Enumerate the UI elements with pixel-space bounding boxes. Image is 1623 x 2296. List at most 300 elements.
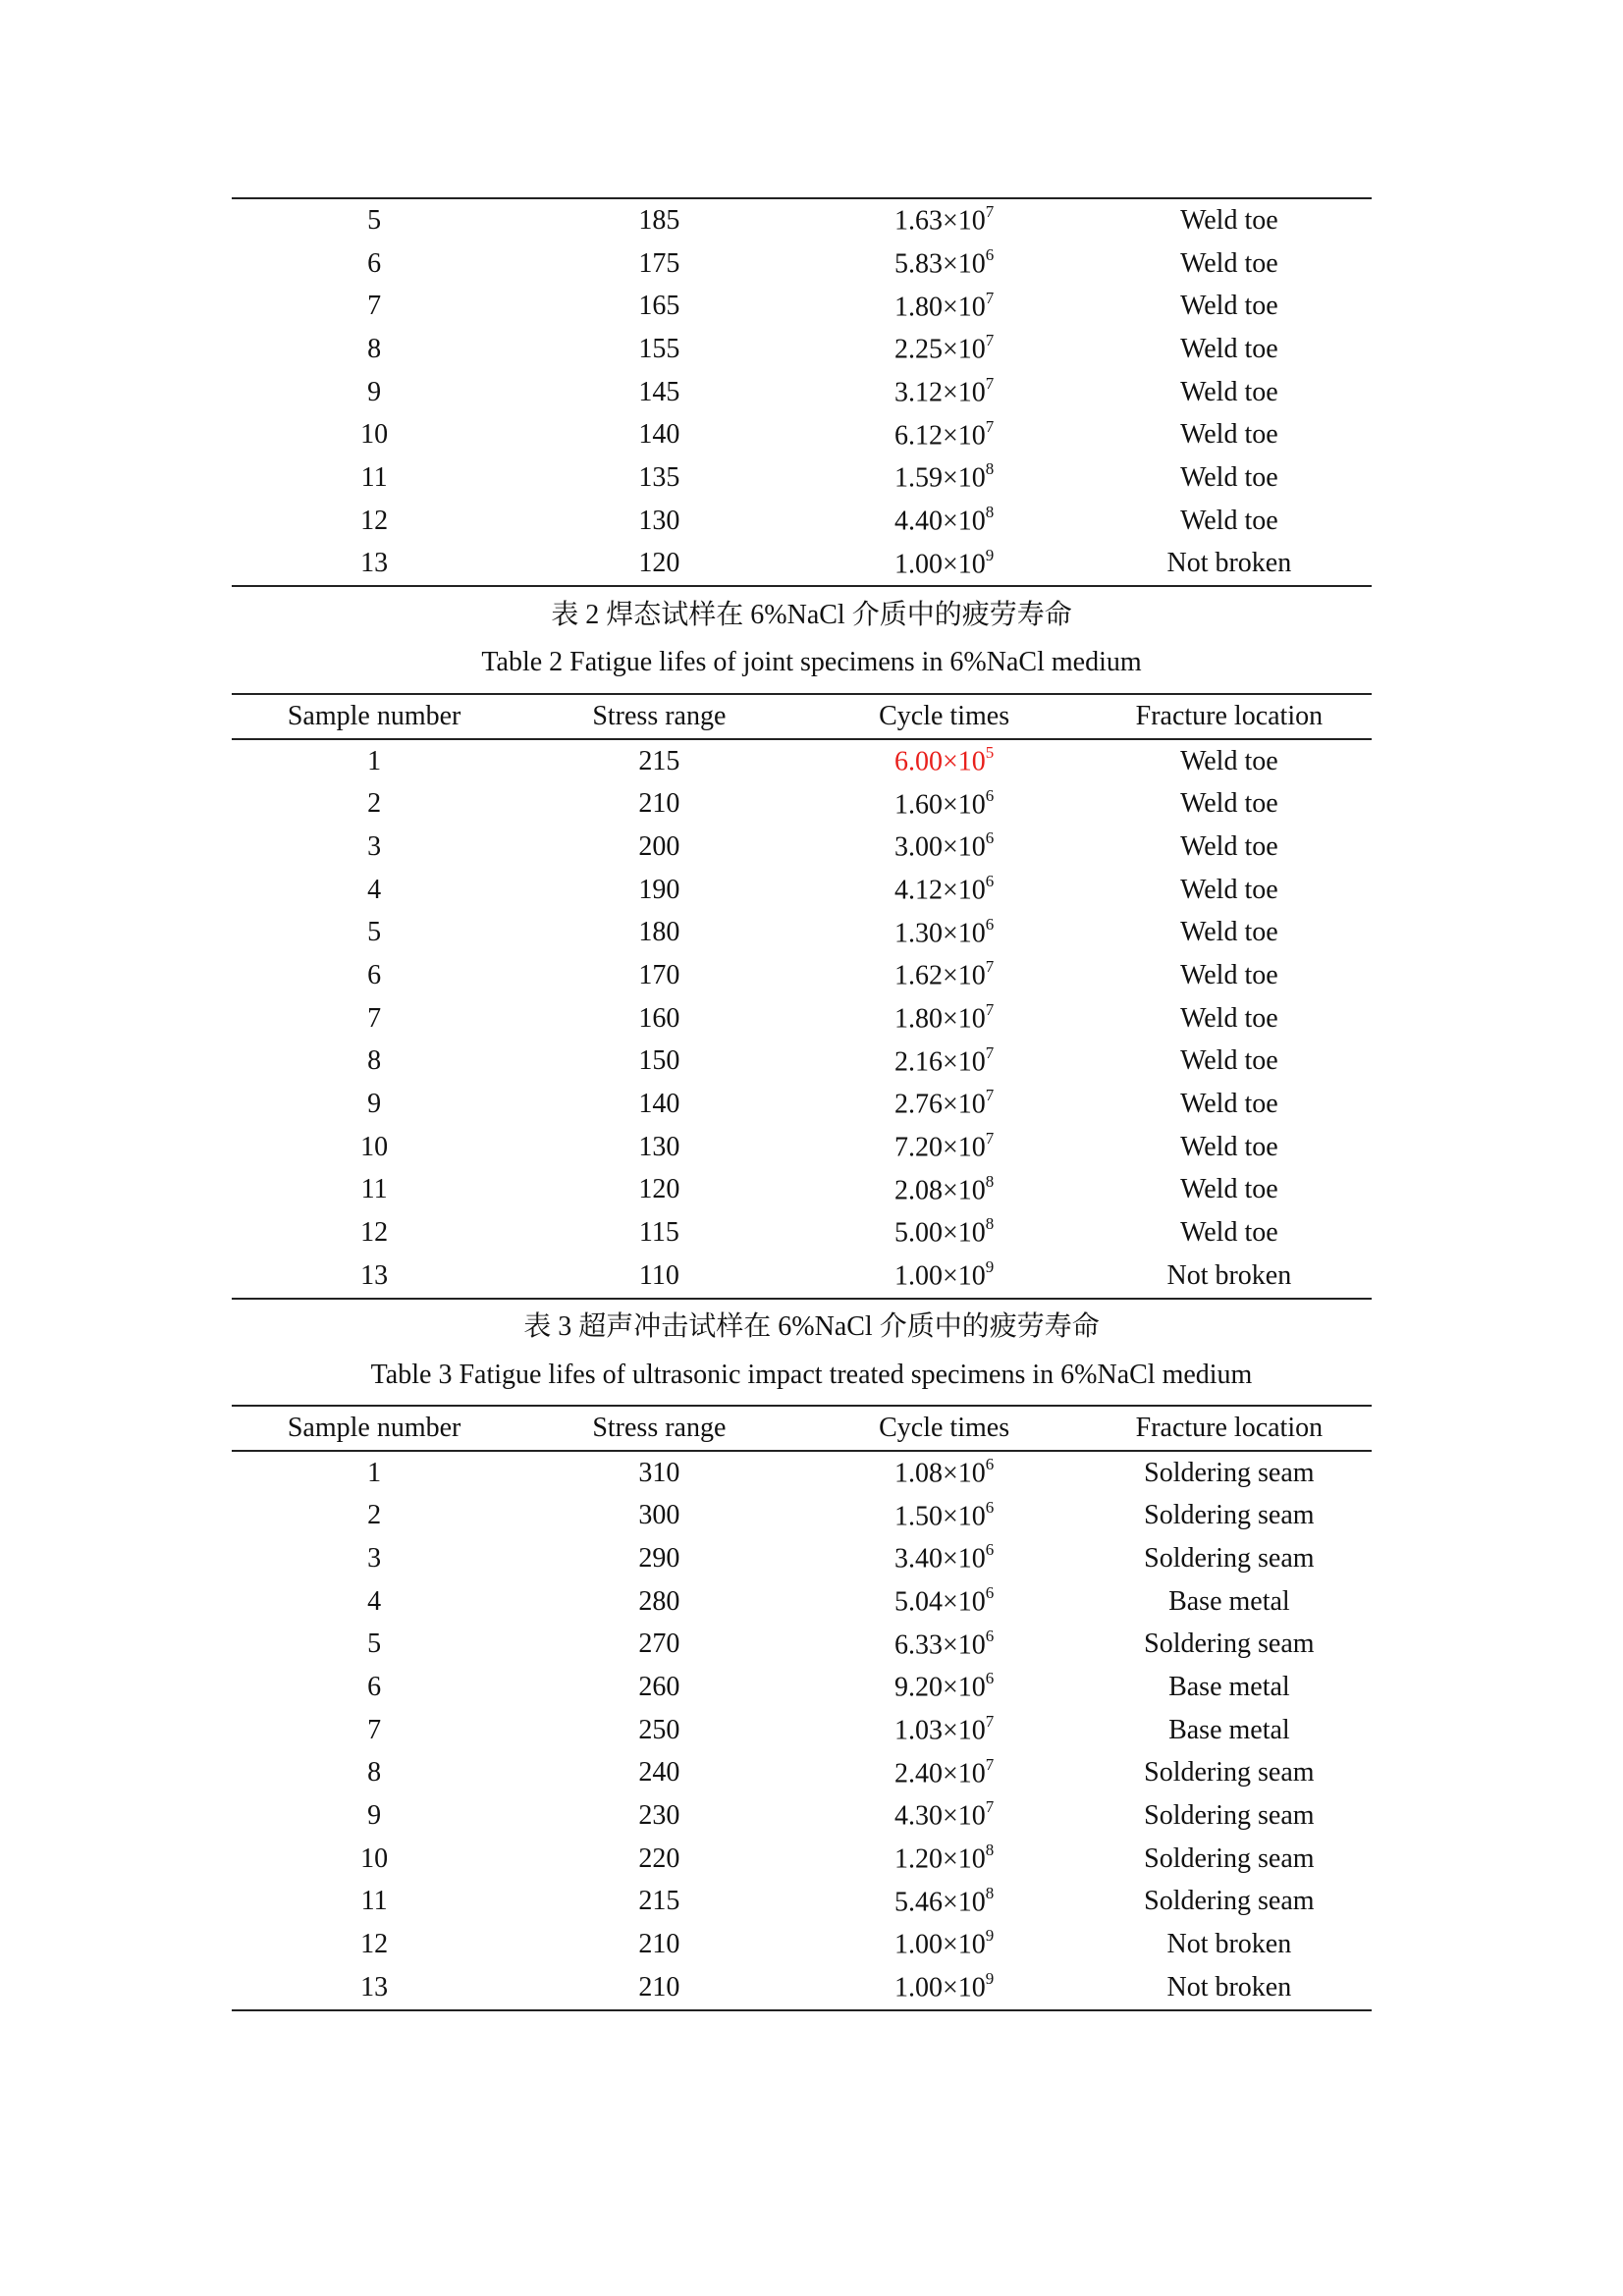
fracture-location-cell: Weld toe xyxy=(1180,247,1278,279)
stress-range-cell: 150 xyxy=(638,1045,680,1077)
cycle-times-cell xyxy=(802,1582,1087,1618)
fracture-location-cell: Soldering seam xyxy=(1144,1457,1315,1488)
times-ten-symbol: ×10 xyxy=(942,1800,986,1832)
stress-range-cell: 140 xyxy=(638,1089,680,1120)
stress-range-cell: 130 xyxy=(638,1131,680,1162)
times-ten-symbol: ×10 xyxy=(942,1586,986,1618)
header-sample-number: Sample number xyxy=(287,1412,461,1443)
sample-number-cell: 7 xyxy=(367,1714,382,1745)
fracture-location-cell: Weld toe xyxy=(1180,788,1278,820)
cycle-mantissa: 6.12 xyxy=(893,419,943,451)
cycle-exponent: 9 xyxy=(985,1969,995,1989)
fracture-location-cell: Not broken xyxy=(1166,548,1292,579)
cycle-mantissa: 1.50 xyxy=(893,1500,943,1531)
cycle-exponent: 6 xyxy=(985,1540,995,1560)
table-row xyxy=(232,911,1372,954)
times-ten-symbol: ×10 xyxy=(942,1175,986,1206)
cycle-exponent: 6 xyxy=(985,871,995,890)
times-ten-symbol: ×10 xyxy=(942,205,986,237)
times-ten-symbol: ×10 xyxy=(942,334,986,365)
cycle-mantissa: 1.63 xyxy=(893,205,943,237)
times-ten-symbol: ×10 xyxy=(942,377,986,408)
fracture-location-cell: Weld toe xyxy=(1180,419,1278,451)
times-ten-symbol: ×10 xyxy=(942,506,986,537)
table-row xyxy=(232,1923,1372,1966)
cycle-mantissa: 1.00 xyxy=(893,549,943,579)
sample-number-cell: 13 xyxy=(360,548,389,579)
times-ten-symbol: ×10 xyxy=(942,1715,986,1746)
cycle-times-cell xyxy=(802,1883,1087,1918)
cycle-times-cell xyxy=(802,914,1087,949)
stress-range-cell: 190 xyxy=(638,874,680,905)
sample-number-cell: 11 xyxy=(360,461,388,493)
cycle-times-cell xyxy=(802,1799,1087,1832)
fracture-location-cell: Weld toe xyxy=(1180,1045,1278,1077)
table-row xyxy=(232,1752,1372,1795)
table-bottom-rule xyxy=(232,585,1372,587)
sample-number-cell: 8 xyxy=(367,1045,382,1077)
times-ten-symbol: ×10 xyxy=(942,960,986,991)
stress-range-cell: 180 xyxy=(638,917,680,948)
cycle-times-cell xyxy=(802,1928,1087,1960)
sample-number-cell: 6 xyxy=(367,959,382,990)
cycle-exponent: 8 xyxy=(985,1171,995,1191)
times-ten-symbol: ×10 xyxy=(942,1672,986,1703)
header-cycle-times: Cycle times xyxy=(879,700,1010,731)
cycle-exponent: 7 xyxy=(985,373,995,393)
cycle-times-cell xyxy=(802,502,1087,537)
cycle-mantissa: 4.30 xyxy=(893,1800,943,1832)
times-ten-symbol: ×10 xyxy=(942,1500,986,1531)
cycle-mantissa: 5.04 xyxy=(893,1586,943,1618)
cycle-exponent: 9 xyxy=(985,1257,995,1277)
sample-number-cell: 5 xyxy=(367,917,382,948)
cycle-exponent: 7 xyxy=(985,288,995,307)
stress-range-cell: 310 xyxy=(638,1457,680,1488)
times-ten-symbol: ×10 xyxy=(942,788,986,820)
cycle-exponent: 6 xyxy=(985,244,995,264)
cycle-times-cell xyxy=(802,959,1087,991)
cycle-mantissa: 7.20 xyxy=(893,1132,943,1163)
fracture-location-cell: Weld toe xyxy=(1180,959,1278,990)
table-row xyxy=(232,1537,1372,1580)
stress-range-cell: 280 xyxy=(638,1585,680,1617)
cycle-times-cell xyxy=(802,1259,1087,1292)
cycle-times-cell xyxy=(802,742,1087,777)
fracture-location-cell: Base metal xyxy=(1168,1714,1290,1745)
cycle-times-cell xyxy=(802,871,1087,906)
cycle-exponent: 7 xyxy=(985,202,995,222)
sample-number-cell: 10 xyxy=(360,1131,389,1162)
table-row xyxy=(232,826,1372,869)
header-fracture-location: Fracture location xyxy=(1135,1412,1324,1443)
cycle-times-cell xyxy=(802,999,1087,1035)
times-ten-symbol: ×10 xyxy=(942,462,986,494)
sample-number-cell: 12 xyxy=(360,1929,389,1960)
cycle-mantissa: 1.00 xyxy=(893,1260,943,1292)
fracture-location-cell: Not broken xyxy=(1166,1259,1292,1291)
cycle-times-cell xyxy=(802,288,1087,323)
fracture-location-cell: Weld toe xyxy=(1180,1002,1278,1034)
cycle-mantissa: 1.59 xyxy=(893,462,943,494)
cycle-times-cell xyxy=(802,830,1087,863)
cycle-exponent: 8 xyxy=(985,1883,995,1902)
sample-number-cell: 3 xyxy=(367,830,382,862)
sample-number-cell: 11 xyxy=(360,1886,388,1917)
stress-range-cell: 230 xyxy=(638,1800,680,1832)
cycle-exponent: 7 xyxy=(985,416,995,436)
cycle-times-cell xyxy=(802,1088,1087,1120)
table-2 xyxy=(232,693,1372,1300)
sample-number-cell: 6 xyxy=(367,247,382,279)
table-bottom-rule xyxy=(232,1298,1372,1300)
cycle-exponent: 9 xyxy=(985,1926,995,1946)
stress-range-cell: 240 xyxy=(638,1757,680,1789)
table-2-caption-en: Table 2 Fatigue lifes of joint specimens in 6%NaCl medium xyxy=(481,647,1142,677)
table-row xyxy=(232,1083,1372,1126)
stress-range-cell: 120 xyxy=(638,1174,680,1205)
table-row xyxy=(232,1966,1372,2009)
table-3 xyxy=(232,1405,1372,2011)
sample-number-cell: 11 xyxy=(360,1174,388,1205)
stress-range-cell: 160 xyxy=(638,1002,680,1034)
cycle-mantissa: 1.30 xyxy=(893,917,943,948)
table-row xyxy=(232,199,1372,242)
fracture-location-cell: Weld toe xyxy=(1180,874,1278,905)
cycle-mantissa: 1.03 xyxy=(893,1715,943,1746)
times-ten-symbol: ×10 xyxy=(942,746,986,777)
cycle-exponent: 8 xyxy=(985,459,995,479)
header-fracture-location: Fracture location xyxy=(1135,700,1324,731)
fracture-location-cell: Weld toe xyxy=(1180,291,1278,322)
cycle-times-cell xyxy=(802,1454,1087,1489)
stress-range-cell: 110 xyxy=(638,1259,679,1291)
stress-range-cell: 290 xyxy=(638,1542,680,1574)
cycle-mantissa: 5.46 xyxy=(893,1887,943,1918)
cycle-exponent: 7 xyxy=(985,957,995,977)
times-ten-symbol: ×10 xyxy=(942,1260,986,1292)
table-row xyxy=(232,782,1372,826)
fracture-location-cell: Weld toe xyxy=(1180,204,1278,236)
table-row xyxy=(232,543,1372,586)
cycle-times-cell xyxy=(802,461,1087,494)
table-row xyxy=(232,869,1372,912)
times-ten-symbol: ×10 xyxy=(942,1003,986,1035)
cycle-mantissa: 3.40 xyxy=(893,1543,943,1575)
table-row xyxy=(232,1794,1372,1838)
table-3-caption-cn: 表 3 超声冲击试样在 6%NaCl 介质中的疲劳寿命 xyxy=(523,1311,1100,1342)
fracture-location-cell: Weld toe xyxy=(1180,1217,1278,1249)
table-row xyxy=(232,413,1372,456)
cycle-times-cell xyxy=(802,1754,1087,1789)
sample-number-cell: 5 xyxy=(367,1629,382,1660)
cycle-exponent: 6 xyxy=(985,1582,995,1602)
sample-number-cell: 4 xyxy=(367,1585,382,1617)
stress-range-cell: 130 xyxy=(638,505,680,536)
header-sample-number: Sample number xyxy=(287,700,461,731)
cycle-mantissa: 3.12 xyxy=(893,377,943,408)
fracture-location-cell: Weld toe xyxy=(1180,461,1278,493)
cycle-times-cell xyxy=(802,1171,1087,1206)
cycle-exponent: 7 xyxy=(985,1797,995,1817)
cycle-times-cell xyxy=(802,785,1087,821)
cycle-mantissa: 2.25 xyxy=(893,334,943,365)
table-bottom-rule xyxy=(232,2009,1372,2011)
fracture-location-cell: Weld toe xyxy=(1180,917,1278,948)
cycle-exponent: 8 xyxy=(985,1841,995,1860)
times-ten-symbol: ×10 xyxy=(942,248,986,280)
times-ten-symbol: ×10 xyxy=(942,1046,986,1077)
cycle-mantissa: 1.00 xyxy=(893,1929,943,1960)
cycle-times-cell xyxy=(802,333,1087,365)
stress-range-cell: 215 xyxy=(638,745,680,776)
cycle-mantissa: 1.08 xyxy=(893,1458,943,1489)
cycle-exponent: 7 xyxy=(985,1754,995,1774)
stress-range-cell: 145 xyxy=(638,376,680,407)
fracture-location-cell: Weld toe xyxy=(1180,830,1278,862)
fracture-location-cell: Weld toe xyxy=(1180,376,1278,407)
table-row xyxy=(232,285,1372,328)
fracture-location-cell: Soldering seam xyxy=(1144,1800,1315,1832)
stress-range-cell: 185 xyxy=(638,204,680,236)
sample-number-cell: 13 xyxy=(360,1259,389,1291)
table-row xyxy=(232,1623,1372,1666)
times-ten-symbol: ×10 xyxy=(942,917,986,948)
sample-number-cell: 7 xyxy=(367,291,382,322)
cycle-exponent: 7 xyxy=(985,1711,995,1731)
fracture-location-cell: Soldering seam xyxy=(1144,1500,1315,1531)
table-row xyxy=(232,1838,1372,1881)
cycle-times-cell xyxy=(802,545,1087,580)
sample-number-cell: 7 xyxy=(367,1002,382,1034)
cycle-mantissa: 2.40 xyxy=(893,1758,943,1789)
cycle-exponent: 6 xyxy=(985,1626,995,1645)
cycle-times-cell xyxy=(802,1711,1087,1746)
times-ten-symbol: ×10 xyxy=(942,875,986,906)
sample-number-cell: 8 xyxy=(367,1757,382,1789)
times-ten-symbol: ×10 xyxy=(942,1887,986,1918)
table-row xyxy=(232,1881,1372,1924)
table-row xyxy=(232,1169,1372,1212)
fracture-location-cell: Not broken xyxy=(1166,1971,1292,2002)
cycle-times-cell xyxy=(802,1671,1087,1703)
stress-range-cell: 120 xyxy=(638,548,680,579)
sample-number-cell: 1 xyxy=(367,745,382,776)
fracture-location-cell: Soldering seam xyxy=(1144,1886,1315,1917)
table-body xyxy=(232,740,1372,1298)
sample-number-cell: 10 xyxy=(360,419,389,451)
cycle-exponent: 6 xyxy=(985,914,995,934)
sample-number-cell: 10 xyxy=(360,1842,389,1874)
sample-number-cell: 4 xyxy=(367,874,382,905)
stress-range-cell: 170 xyxy=(638,959,680,990)
times-ten-symbol: ×10 xyxy=(942,1132,986,1163)
cycle-mantissa: 1.80 xyxy=(893,1003,943,1035)
fracture-location-cell: Weld toe xyxy=(1180,745,1278,776)
cycle-times-cell xyxy=(802,1131,1087,1163)
table-row xyxy=(232,456,1372,500)
sample-number-cell: 13 xyxy=(360,1971,389,2002)
stress-range-cell: 300 xyxy=(638,1500,680,1531)
fracture-location-cell: Weld toe xyxy=(1180,333,1278,364)
cycle-mantissa: 5.00 xyxy=(893,1217,943,1249)
cycle-mantissa: 2.76 xyxy=(893,1089,943,1120)
times-ten-symbol: ×10 xyxy=(942,831,986,863)
sample-number-cell: 1 xyxy=(367,1457,382,1488)
sample-number-cell: 8 xyxy=(367,333,382,364)
fracture-location-cell: Soldering seam xyxy=(1144,1757,1315,1789)
cycle-mantissa: 4.40 xyxy=(893,506,943,537)
sample-number-cell: 3 xyxy=(367,1542,382,1574)
times-ten-symbol: ×10 xyxy=(942,1217,986,1249)
header-stress-range: Stress range xyxy=(592,1412,727,1443)
cycle-exponent: 6 xyxy=(985,785,995,805)
cycle-mantissa: 1.20 xyxy=(893,1843,943,1875)
cycle-times-cell xyxy=(802,1497,1087,1532)
cycle-exponent: 7 xyxy=(985,1086,995,1105)
cycle-times-cell xyxy=(802,1626,1087,1661)
times-ten-symbol: ×10 xyxy=(942,1089,986,1120)
cycle-mantissa: 4.12 xyxy=(893,875,943,906)
cycle-exponent: 6 xyxy=(985,1669,995,1688)
table-row xyxy=(232,1494,1372,1537)
stress-range-cell: 260 xyxy=(638,1671,680,1702)
cycle-times-cell xyxy=(802,1842,1087,1875)
sample-number-cell: 9 xyxy=(367,376,382,407)
stress-range-cell: 250 xyxy=(638,1714,680,1745)
cycle-exponent: 6 xyxy=(985,1454,995,1473)
fracture-location-cell: Base metal xyxy=(1168,1671,1290,1702)
cycle-mantissa: 1.00 xyxy=(893,1972,943,2003)
table-row xyxy=(232,371,1372,414)
sample-number-cell: 9 xyxy=(367,1800,382,1832)
stress-range-cell: 270 xyxy=(638,1629,680,1660)
cycle-times-cell xyxy=(802,373,1087,408)
table-header xyxy=(232,1407,1372,1450)
table-row xyxy=(232,1126,1372,1169)
fracture-location-cell: Soldering seam xyxy=(1144,1842,1315,1874)
times-ten-symbol: ×10 xyxy=(942,419,986,451)
sample-number-cell: 12 xyxy=(360,505,389,536)
cycle-times-cell xyxy=(802,1542,1087,1575)
cycle-mantissa: 9.20 xyxy=(893,1672,943,1703)
cycle-mantissa: 6.33 xyxy=(893,1629,943,1660)
stress-range-cell: 155 xyxy=(638,333,680,364)
fracture-location-cell: Not broken xyxy=(1166,1929,1292,1960)
fracture-location-cell: Weld toe xyxy=(1180,505,1278,536)
header-cycle-times: Cycle times xyxy=(879,1412,1010,1443)
cycle-times-cell xyxy=(802,1042,1087,1078)
fracture-location-cell: Weld toe xyxy=(1180,1174,1278,1205)
cycle-times-cell xyxy=(802,416,1087,452)
fracture-location-cell: Base metal xyxy=(1168,1585,1290,1617)
stress-range-cell: 175 xyxy=(638,247,680,279)
table-row xyxy=(232,1255,1372,1298)
times-ten-symbol: ×10 xyxy=(942,1972,986,2003)
cycle-mantissa: 1.60 xyxy=(893,788,943,820)
fracture-location-cell: Weld toe xyxy=(1180,1089,1278,1120)
times-ten-symbol: ×10 xyxy=(942,1543,986,1575)
cycle-exponent: 6 xyxy=(985,828,995,848)
stress-range-cell: 210 xyxy=(638,1971,680,2002)
cycle-exponent: 7 xyxy=(985,1042,995,1062)
times-ten-symbol: ×10 xyxy=(942,1758,986,1789)
fracture-location-cell: Soldering seam xyxy=(1144,1629,1315,1660)
cycle-mantissa: 5.83 xyxy=(893,248,943,280)
stress-range-cell: 210 xyxy=(638,788,680,820)
table-row xyxy=(232,242,1372,286)
stress-range-cell: 140 xyxy=(638,419,680,451)
table-3-caption-en: Table 3 Fatigue lifes of ultrasonic impact treated specimens in 6%NaCl medium xyxy=(370,1360,1253,1390)
cycle-exponent: 5 xyxy=(985,742,995,762)
cycle-mantissa: 2.16 xyxy=(893,1046,943,1077)
sample-number-cell: 6 xyxy=(367,1671,382,1702)
table-row xyxy=(232,954,1372,997)
sample-number-cell: 2 xyxy=(367,1500,382,1531)
cycle-times-cell xyxy=(802,1216,1087,1249)
sample-number-cell: 9 xyxy=(367,1089,382,1120)
stress-range-cell: 115 xyxy=(638,1217,679,1249)
cycle-exponent: 9 xyxy=(985,545,995,564)
cycle-exponent: 7 xyxy=(985,1129,995,1148)
table-row xyxy=(232,500,1372,543)
table-row xyxy=(232,1709,1372,1752)
table-row xyxy=(232,328,1372,371)
table-header xyxy=(232,695,1372,738)
table-1-continued xyxy=(232,197,1372,587)
sample-number-cell: 5 xyxy=(367,204,382,236)
cycle-exponent: 8 xyxy=(985,1214,995,1234)
table-row xyxy=(232,1041,1372,1084)
times-ten-symbol: ×10 xyxy=(942,1629,986,1660)
sample-number-cell: 2 xyxy=(367,788,382,820)
fracture-location-cell: Soldering seam xyxy=(1144,1542,1315,1574)
cycle-mantissa: 1.62 xyxy=(893,960,943,991)
times-ten-symbol: ×10 xyxy=(942,1843,986,1875)
cycle-exponent: 6 xyxy=(985,1497,995,1517)
stress-range-cell: 165 xyxy=(638,291,680,322)
table-row xyxy=(232,1580,1372,1624)
times-ten-symbol: ×10 xyxy=(942,1458,986,1489)
stress-range-cell: 220 xyxy=(638,1842,680,1874)
table-row xyxy=(232,1211,1372,1255)
cycle-times-cell xyxy=(802,244,1087,280)
stress-range-cell: 200 xyxy=(638,830,680,862)
table-body xyxy=(232,1452,1372,2009)
stress-range-cell: 135 xyxy=(638,461,680,493)
cycle-mantissa: 1.80 xyxy=(893,291,943,322)
cycle-times-cell xyxy=(802,1971,1087,2003)
cycle-times-cell xyxy=(802,204,1087,237)
table-2-caption-cn: 表 2 焊态试样在 6%NaCl 介质中的疲劳寿命 xyxy=(551,600,1072,630)
times-ten-symbol: ×10 xyxy=(942,1929,986,1960)
cycle-mantissa: 6.00 xyxy=(893,746,943,777)
cycle-exponent: 7 xyxy=(985,999,995,1019)
cycle-exponent: 7 xyxy=(985,331,995,350)
header-stress-range: Stress range xyxy=(592,700,727,731)
cycle-mantissa: 3.00 xyxy=(893,831,943,863)
table-row xyxy=(232,997,1372,1041)
table-row xyxy=(232,740,1372,783)
times-ten-symbol: ×10 xyxy=(942,291,986,322)
cycle-exponent: 8 xyxy=(985,502,995,521)
sample-number-cell: 12 xyxy=(360,1217,389,1249)
table-body xyxy=(232,199,1372,585)
cycle-mantissa: 2.08 xyxy=(893,1175,943,1206)
fracture-location-cell: Weld toe xyxy=(1180,1131,1278,1162)
times-ten-symbol: ×10 xyxy=(942,549,986,579)
stress-range-cell: 210 xyxy=(638,1929,680,1960)
